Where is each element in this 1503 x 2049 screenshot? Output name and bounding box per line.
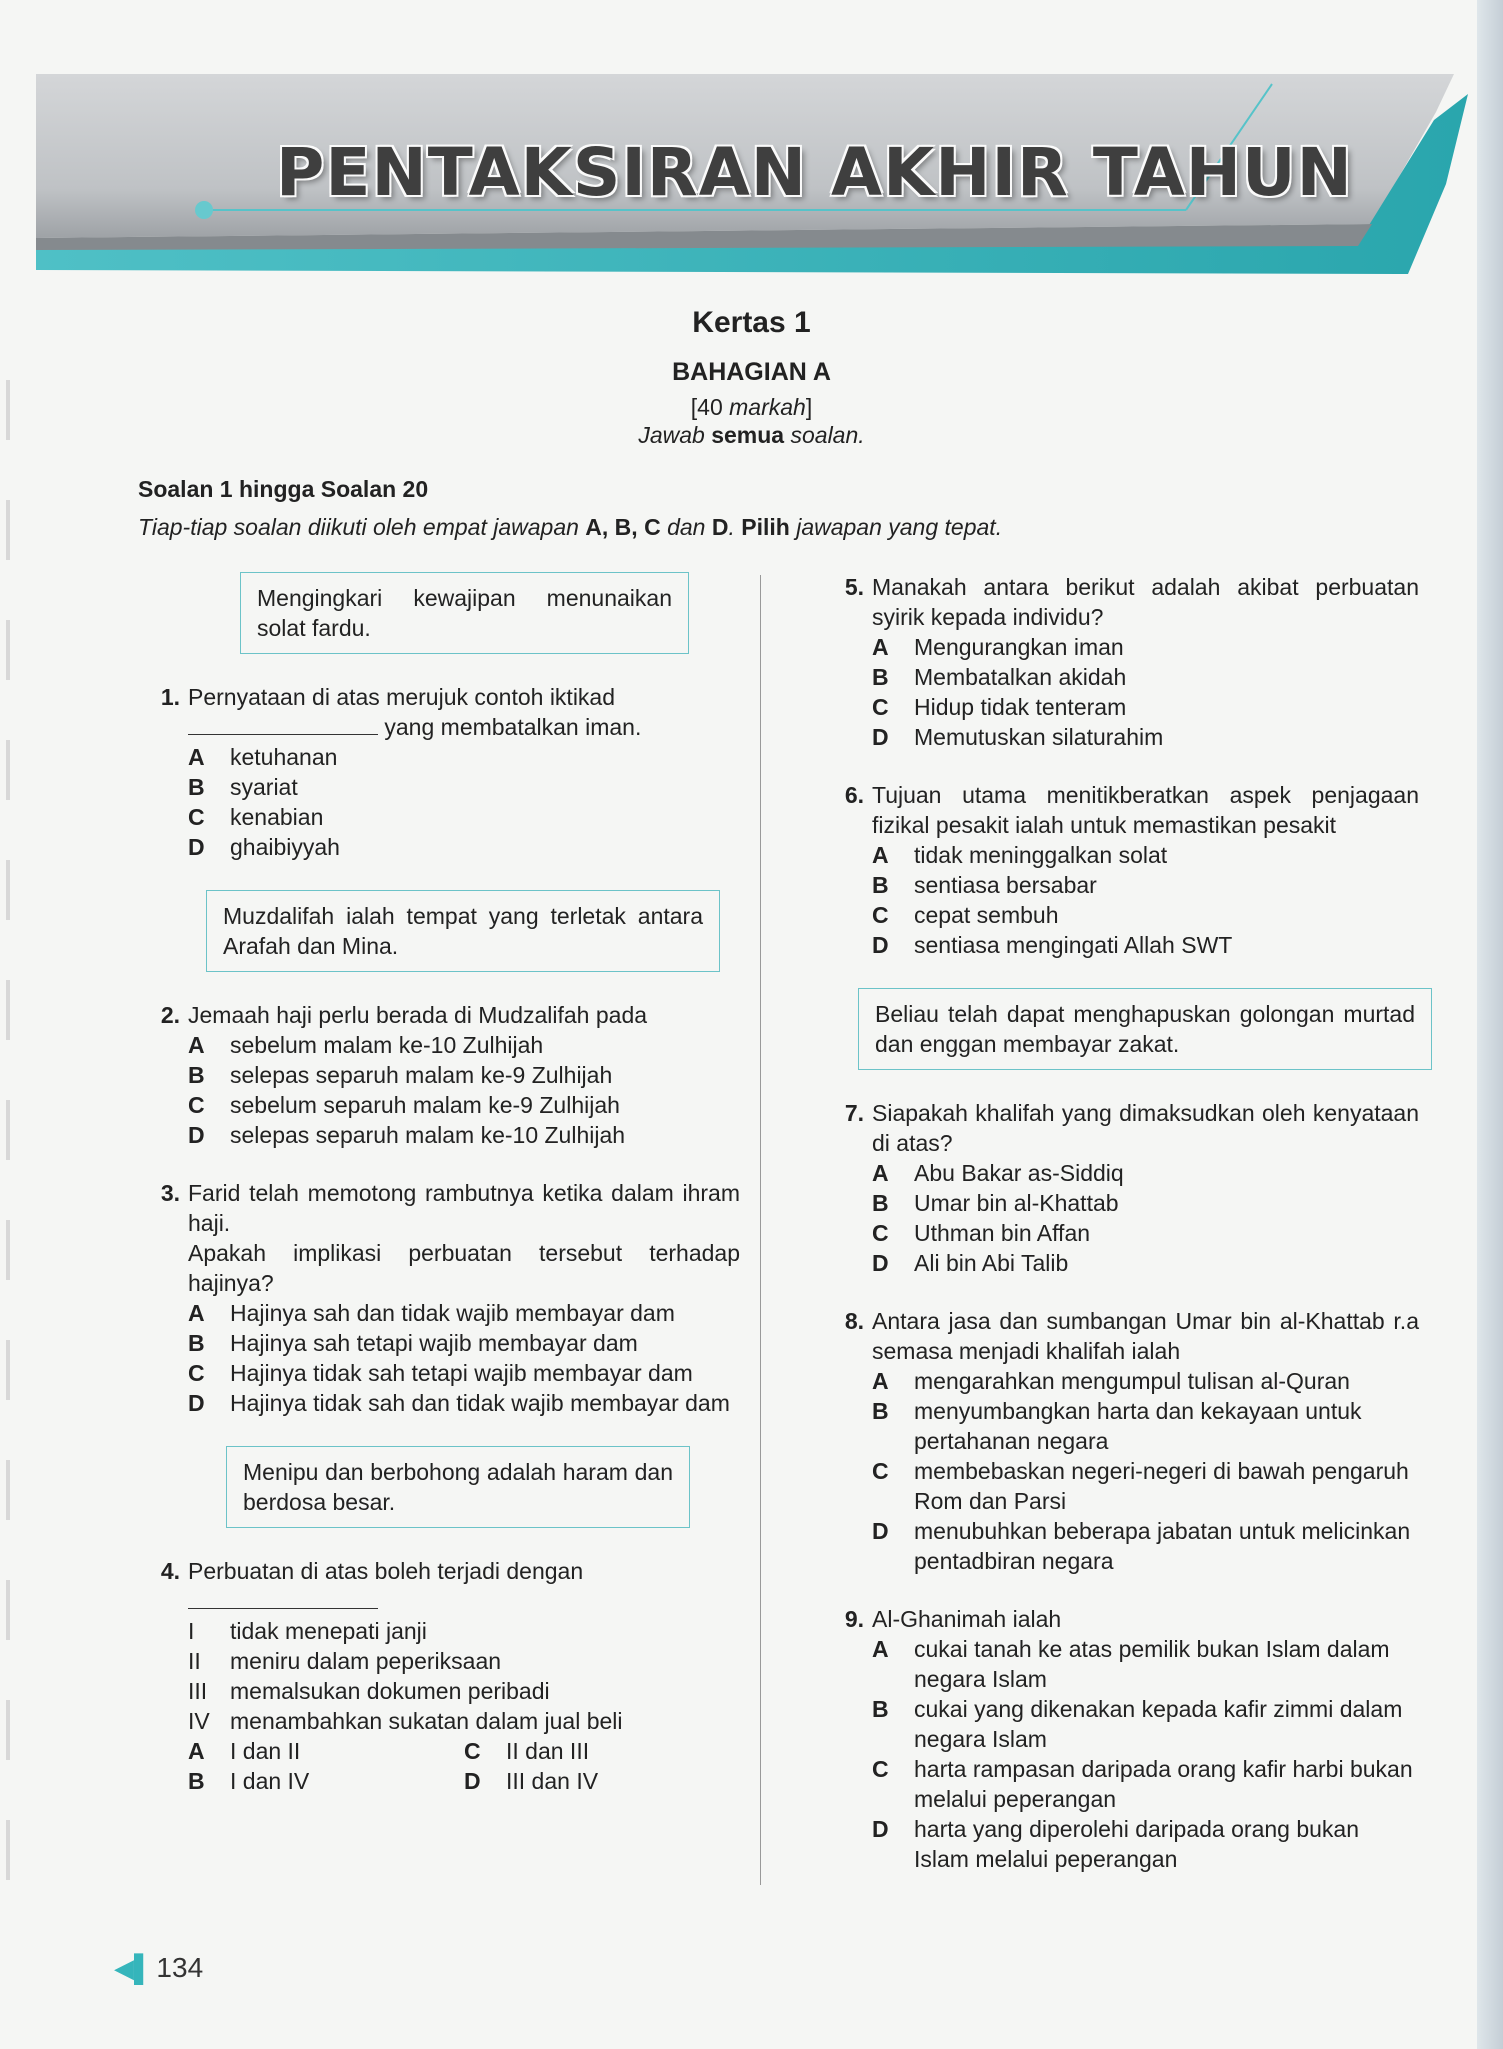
option[interactable]: C membebaskan negeri-negeri di bawah pengaruh Rom dan Parsi [872, 1458, 1409, 1514]
option[interactable]: A Hajinya sah dan tidak wajib membayar dam [188, 1300, 675, 1326]
question-8 [824, 1306, 1419, 1576]
option[interactable]: B syariat [188, 774, 298, 800]
option[interactable]: C Hidup tidak tenteram [872, 694, 1127, 720]
question-number: 6. [844, 782, 864, 808]
option[interactable]: B selepas separuh malam ke-9 Zulhijah [188, 1062, 613, 1088]
option[interactable]: B Membatalkan akidah [872, 664, 1127, 690]
question-text: Tujuan utama menitikberatkan aspek penjagaan fizikal pesakit ialah untuk memastikan pesakit [872, 782, 1419, 838]
option[interactable]: D Hajinya tidak sah dan tidak wajib membayar dam [188, 1390, 730, 1416]
question-4 [140, 1556, 740, 1796]
question-6 [824, 780, 1419, 960]
answer-blank [188, 716, 378, 735]
left-column [140, 572, 740, 1824]
column-divider [760, 575, 761, 1885]
option[interactable]: A Abu Bakar as-Siddiq [872, 1160, 1124, 1186]
page-arrow-icon: ◀▌ [114, 1953, 153, 1983]
statement-box: Beliau telah dapat menghapuskan golongan murtad dan enggan membayar zakat. [858, 988, 1432, 1070]
question-text: Siapakah khalifah yang dimaksudkan oleh kenyataan di atas? [872, 1100, 1419, 1156]
question-3 [140, 1178, 740, 1418]
roman-item: III memalsukan dokumen peribadi [188, 1678, 550, 1704]
option[interactable]: C kenabian [188, 804, 324, 830]
option[interactable]: C harta rampasan daripada orang kafir harbi bukan melalui peperangan [872, 1756, 1413, 1812]
option-row [188, 1736, 740, 1766]
question-number: 4. [160, 1558, 180, 1584]
banner-title: PENTAKSIRAN AKHIR TAHUN [276, 134, 1353, 211]
option[interactable]: C II dan III [464, 1738, 590, 1764]
section-title: BAHAGIAN A [672, 358, 831, 386]
option[interactable]: D Ali bin Abi Talib [872, 1250, 1069, 1276]
question-5 [824, 572, 1419, 752]
marks-label: [40 markah] [690, 394, 813, 420]
option[interactable]: B menyumbangkan harta dan kekayaan untuk pertahanan negara [872, 1398, 1362, 1454]
option[interactable]: A cukai tanah ke atas pemilik bukan Islam dalam negara Islam [872, 1636, 1390, 1692]
option[interactable]: D III dan IV [464, 1768, 599, 1794]
statement-box: Muzdalifah ialah tempat yang terletak antara Arafah dan Mina. [206, 890, 720, 972]
option[interactable]: A ketuhanan [188, 744, 338, 770]
option[interactable]: C cepat sembuh [872, 902, 1059, 928]
paper-title: Kertas 1 [692, 306, 811, 339]
roman-item: IV menambahkan sukatan dalam jual beli [188, 1708, 623, 1734]
option[interactable]: D sentiasa mengingati Allah SWT [872, 932, 1233, 958]
question-text: Al-Ghanimah ialah [872, 1606, 1062, 1632]
roman-item: I tidak menepati janji [188, 1618, 427, 1644]
option[interactable]: D harta yang diperolehi daripada orang bukan Islam melalui peperangan [872, 1816, 1359, 1872]
option[interactable]: D menubuhkan beberapa jabatan untuk melicinkan pentadbiran negara [872, 1518, 1411, 1574]
option[interactable]: B Hajinya sah tetapi wajib membayar dam [188, 1330, 638, 1356]
option[interactable]: A mengarahkan mengumpul tulisan al-Quran [872, 1368, 1350, 1394]
answer-all-label: Jawab semua soalan. [638, 422, 865, 448]
question-text: Jemaah haji perlu berada di Mudzalifah pada [188, 1002, 648, 1028]
question-text: Perbuatan di atas boleh terjadi dengan [188, 1556, 740, 1616]
question-number: 7. [844, 1100, 864, 1126]
statement-box: Menipu dan berbohong adalah haram dan berdosa besar. [226, 1446, 690, 1528]
question-9 [824, 1604, 1419, 1874]
option[interactable]: B sentiasa bersabar [872, 872, 1097, 898]
question-1 [140, 682, 740, 862]
option[interactable]: D Memutuskan silaturahim [872, 724, 1164, 750]
statement-box: Mengingkari kewajipan menunaikan solat fardu. [240, 572, 689, 654]
question-text: Pernyataan di atas merujuk contoh iktikad yang membatalkan iman. [188, 684, 642, 740]
roman-item: II meniru dalam peperiksaan [188, 1648, 502, 1674]
question-text: Antara jasa dan sumbangan Umar bin al-Khattab r.a semasa menjadi khalifah ialah [872, 1308, 1419, 1364]
option-row [188, 1766, 740, 1796]
option[interactable]: A tidak meninggalkan solat [872, 842, 1168, 868]
option[interactable]: A I dan II [188, 1738, 301, 1764]
answer-blank [188, 1590, 378, 1609]
option[interactable]: B Umar bin al-Khattab [872, 1190, 1119, 1216]
question-text: Manakah antara berikut adalah akibat perbuatan syirik kepada individu? [872, 574, 1419, 630]
right-column [824, 572, 1419, 1902]
header-banner [36, 74, 1500, 284]
question-number: 2. [160, 1002, 180, 1028]
question-text: Apakah implikasi perbuatan tersebut terhadap hajinya? [188, 1240, 740, 1296]
question-number: 3. [160, 1180, 180, 1206]
question-number: 8. [844, 1308, 864, 1334]
instruction-text: Tiap-tiap soalan diikuti oleh empat jawapan A, B, C dan D. Pilih jawapan yang tepat. [138, 514, 1003, 540]
option[interactable]: D ghaibiyyah [188, 834, 340, 860]
question-number: 1. [160, 684, 180, 710]
option[interactable]: C sebelum separuh malam ke-9 Zulhijah [188, 1092, 620, 1118]
question-number: 5. [844, 574, 864, 600]
question-7 [824, 1098, 1419, 1278]
page-number: 134 [156, 1952, 204, 1983]
scan-margin [6, 380, 10, 1880]
question-2 [140, 1000, 740, 1150]
question-number: 9. [844, 1606, 864, 1632]
option[interactable]: B I dan IV [188, 1768, 310, 1794]
option[interactable]: C Uthman bin Affan [872, 1220, 1091, 1246]
question-text: Farid telah memotong rambutnya ketika dalam ihram haji. [188, 1180, 740, 1236]
question-range: Soalan 1 hingga Soalan 20 [138, 476, 429, 502]
page-footer [114, 1952, 203, 1984]
option[interactable]: A Mengurangkan iman [872, 634, 1124, 660]
option[interactable]: D selepas separuh malam ke-10 Zulhijah [188, 1122, 626, 1148]
option[interactable]: C Hajinya tidak sah tetapi wajib membayar dam [188, 1360, 693, 1386]
option[interactable]: B cukai yang dikenakan kepada kafir zimmi dalam negara Islam [872, 1696, 1403, 1752]
option[interactable]: A sebelum malam ke-10 Zulhijah [188, 1032, 544, 1058]
